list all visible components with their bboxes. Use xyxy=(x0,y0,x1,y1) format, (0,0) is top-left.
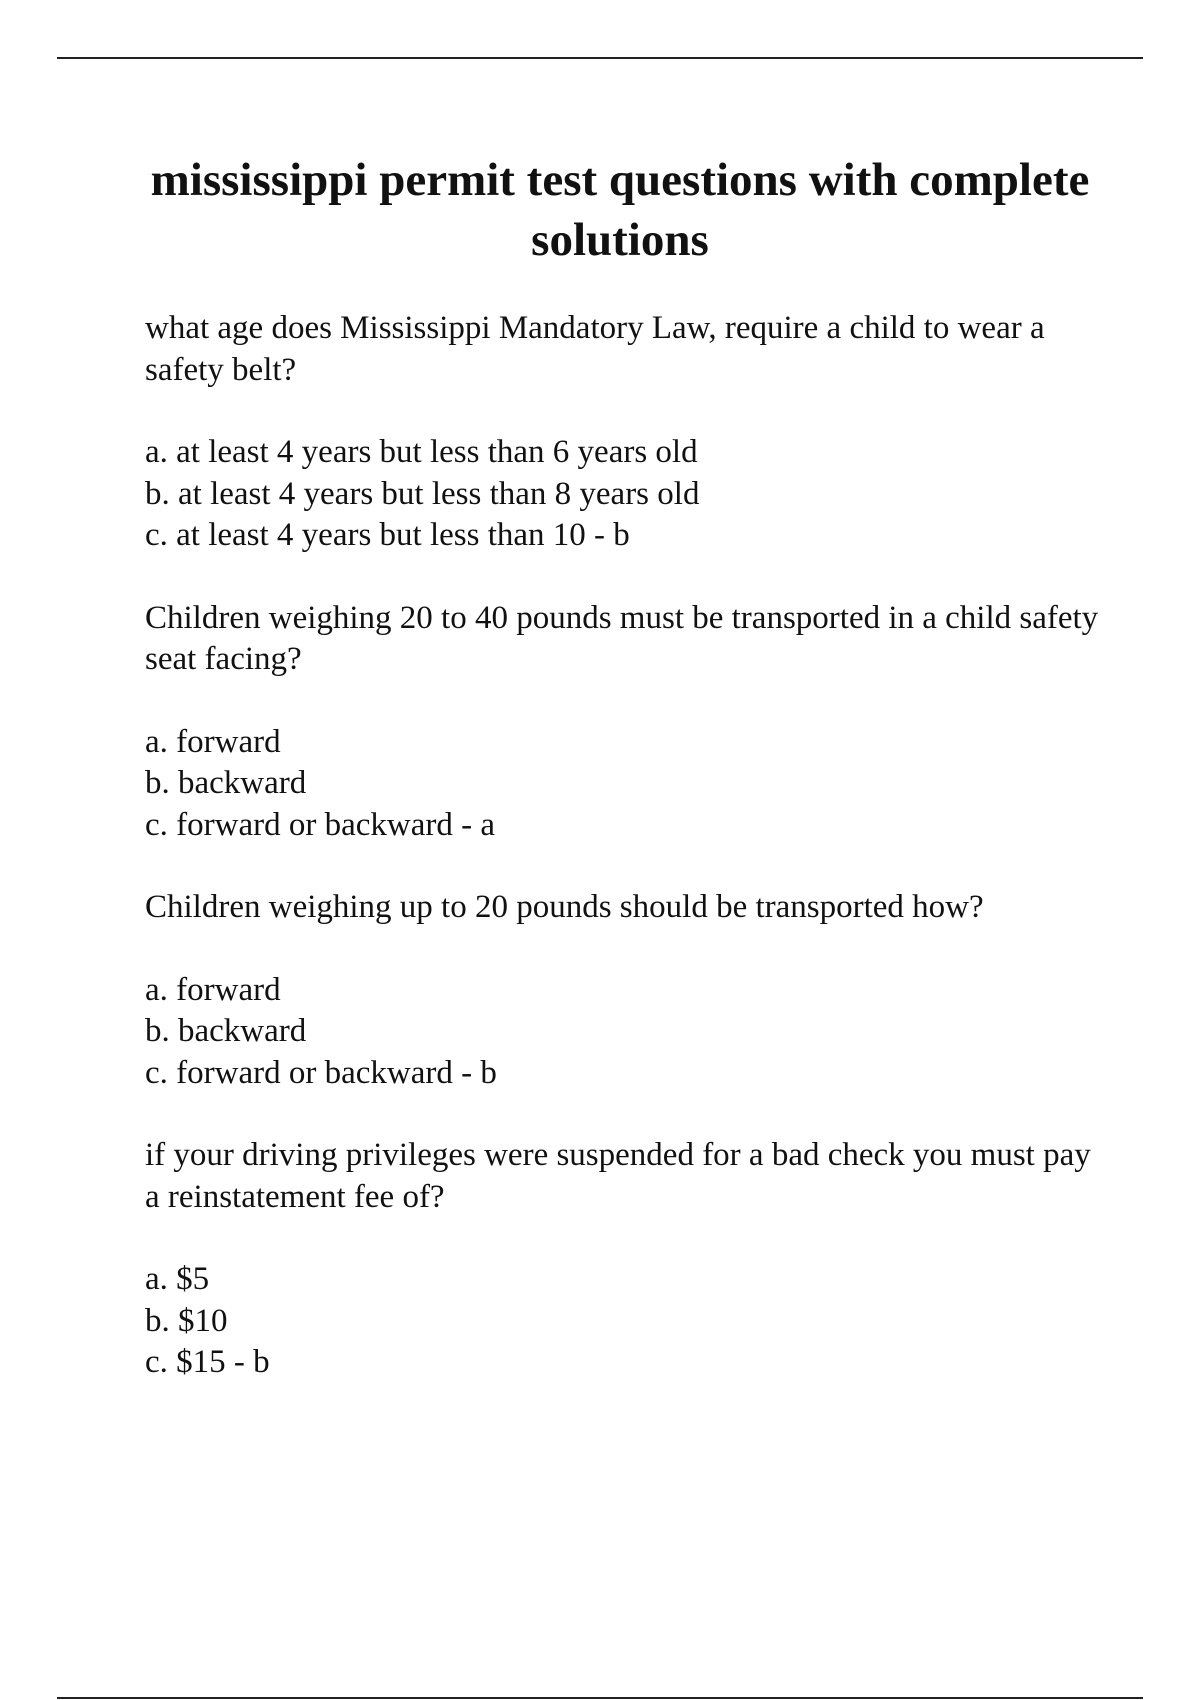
answer-option: a. at least 4 years but less than 6 years old xyxy=(145,434,698,470)
question-block-1 xyxy=(145,308,1105,557)
document-body xyxy=(145,308,1105,1425)
answer-option: c. $15 - b xyxy=(145,1344,270,1380)
answer-option: c. at least 4 years but less than 10 - b xyxy=(145,517,630,553)
answer-options xyxy=(145,722,1105,847)
answer-options xyxy=(145,432,1105,557)
question-text: what age does Mississippi Mandatory Law, require a child to wear a safety belt? xyxy=(145,310,1045,388)
answer-option: c. forward or backward - a xyxy=(145,806,495,843)
answer-option: a. forward xyxy=(145,971,281,1008)
bottom-rule xyxy=(57,1697,1143,1699)
document-title: mississippi permit test questions with complete solutions xyxy=(150,154,1090,266)
answer-option: a. $5 xyxy=(145,1261,210,1297)
answer-option: b. backward xyxy=(145,765,307,801)
top-rule xyxy=(57,57,1143,59)
question-block-2 xyxy=(145,598,1105,847)
answer-option: b. at least 4 years but less than 8 years old xyxy=(145,475,700,512)
answer-options xyxy=(145,1259,1105,1384)
answer-options xyxy=(145,970,1105,1095)
question-block-4 xyxy=(145,1135,1105,1384)
answer-option: b. backward xyxy=(145,1013,307,1049)
answer-option: c. forward or backward - b xyxy=(145,1054,497,1091)
question-text: if your driving privileges were suspended for a bad check you must pay a reinstatement fee of? xyxy=(145,1137,1091,1215)
question-text: Children weighing 20 to 40 pounds must be transported in a child safety seat facing? xyxy=(145,599,1099,677)
answer-option: b. $10 xyxy=(145,1302,228,1339)
answer-option: a. forward xyxy=(145,723,281,760)
question-text: Children weighing up to 20 pounds should be transported how? xyxy=(145,889,984,925)
question-block-3 xyxy=(145,887,1105,1094)
